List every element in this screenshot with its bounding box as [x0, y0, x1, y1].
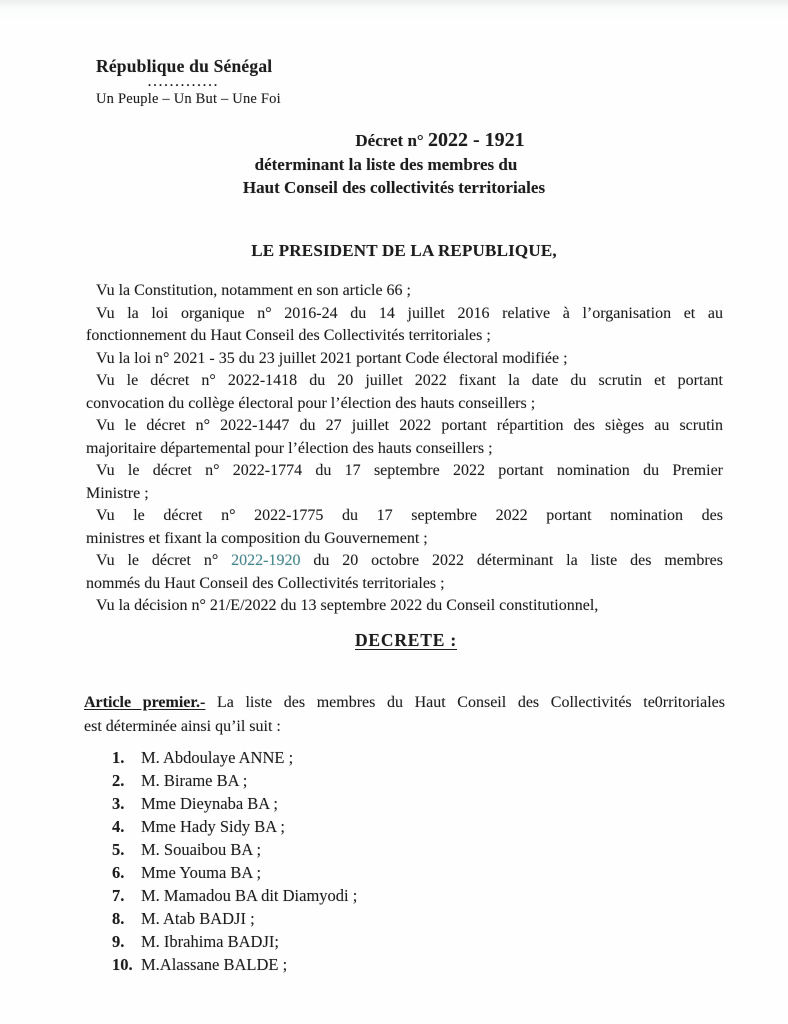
article-premier [84, 691, 725, 739]
member-name: M.Alassane BALDE ; [141, 955, 288, 974]
visa-line: Vu le décret n° 2022-1774 du 17 septembre 2022 portant nomination du Premier [96, 462, 723, 479]
visa-clauses [86, 280, 723, 618]
member-number: 10. [112, 955, 133, 974]
visa-line: Vu la loi n° 2021 - 35 du 23 juillet 2021 portant Code électoral modifiée ; [96, 349, 568, 367]
member-name: M. Birame BA ; [141, 771, 248, 790]
member-number: 4. [112, 817, 125, 836]
national-motto: Un Peuple – Un But – Une Foi [96, 91, 281, 107]
member-row [112, 792, 357, 815]
visa-prefix: Vu le décret n° [96, 552, 232, 569]
member-name: M. Ibrahima BADJI; [141, 932, 279, 951]
member-name: Mme Dieynaba BA ; [141, 794, 279, 813]
member-number: 8. [112, 909, 125, 928]
member-row [112, 746, 357, 769]
member-name: Mme Hady Sidy BA ; [141, 817, 285, 836]
visa-suffix: du 20 octobre 2022 déterminant la liste des membres [300, 552, 724, 569]
visa-line: majoritaire départemental pour l’élection des hauts conseillers ; [86, 439, 493, 457]
country-name: République du Sénégal [96, 56, 273, 76]
member-number: 6. [112, 863, 125, 882]
decree-subtitle-line1: déterminant la liste des membres du [254, 155, 518, 174]
member-number: 7. [112, 886, 125, 905]
decree-number: 2022 - 1921 [427, 129, 525, 151]
decree-number-line [46, 129, 788, 155]
visa-line: Ministre ; [86, 484, 149, 502]
member-number: 2. [112, 771, 125, 790]
member-name: M. Atab BADJI ; [141, 909, 255, 928]
decree-subtitle-line2: Haut Conseil des collectivités territoriales [242, 178, 546, 197]
member-row [112, 769, 357, 792]
decree-1920-link: 2022-1920 [231, 552, 301, 569]
article-premier-text: La liste des membres du Haut Conseil des Collectivités te0rritoriales [205, 694, 726, 711]
member-number: 5. [112, 840, 125, 859]
separator-dots: ............. [148, 75, 220, 89]
visa-line: ministres et fixant la composition du Gouvernement ; [86, 529, 428, 547]
member-number: 3. [112, 794, 125, 813]
decree-title-block [0, 129, 788, 201]
member-name: M. Abdoulaye ANNE ; [141, 748, 294, 767]
visa-line: Vu la loi organique n° 2016-24 du 14 juillet 2016 relative à l’organisation et au [96, 304, 723, 322]
member-list [112, 746, 357, 976]
member-name: M. Mamadou BA dit Diamyodi ; [141, 886, 358, 905]
letterhead [96, 56, 281, 108]
visa-line-with-link [86, 550, 723, 573]
article-line1 [84, 691, 725, 715]
visa-line: Vu la décision n° 21/E/2022 du 13 septembre 2022 du Conseil constitutionnel, [96, 597, 599, 614]
visa-line: nommés du Haut Conseil des Collectivités territoriales ; [86, 574, 445, 592]
member-row [112, 953, 357, 976]
visa-line: Vu le décret n° 2022-1418 du 20 juillet 2022 fixant la date du scrutin et portant [96, 372, 723, 389]
visa-line: Vu le décret n° 2022-1775 du 17 septembre 2022 portant nomination des [96, 507, 723, 524]
member-row [112, 861, 357, 884]
member-row [112, 907, 357, 930]
member-row [112, 815, 357, 838]
visa-line: Vu le décret n° 2022-1447 du 27 juillet 2022 portant répartition des sièges au scrutin [96, 417, 723, 434]
visa-line: Vu la Constitution, notamment en son article 66 ; [96, 282, 411, 299]
decrete-heading: DECRETE : [354, 630, 457, 650]
visa-line: convocation du collège électoral pour l’élection des hauts conseillers ; [86, 394, 536, 412]
member-row [112, 884, 357, 907]
president-heading: LE PRESIDENT DE LA REPUBLIQUE, [251, 241, 557, 260]
visa-line: fonctionnement du Haut Conseil des Collectivités territoriales ; [86, 327, 491, 344]
member-name: Mme Youma BA ; [141, 863, 262, 882]
member-name: M. Souaibou BA ; [141, 840, 262, 859]
article-line2: est déterminée ainsi qu’il suit : [84, 718, 281, 735]
member-row [112, 838, 357, 861]
member-number: 9. [112, 932, 125, 951]
decree-label: Décret n° [355, 131, 424, 150]
member-row [112, 930, 357, 953]
article-premier-label: Article premier.- [84, 694, 206, 711]
member-number: 1. [112, 748, 125, 767]
